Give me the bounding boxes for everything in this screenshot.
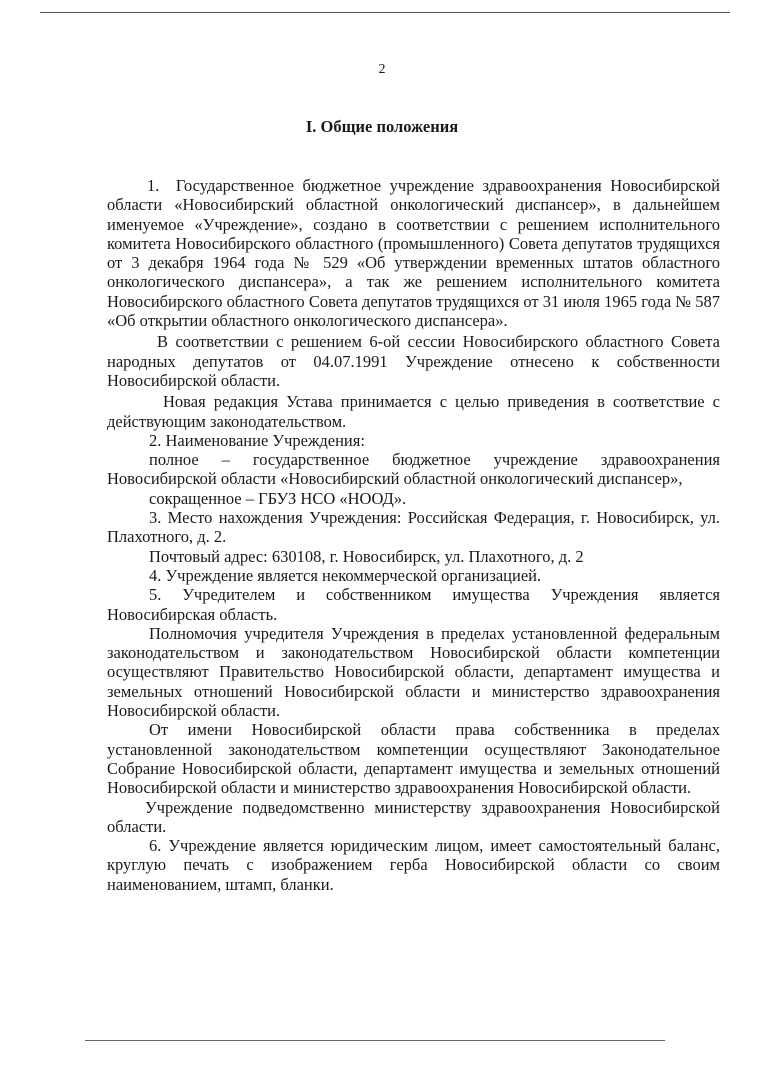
paragraph-3-location: 3. Место нахождения Учреждения: Российская Федерация, г. Новосибирск, ул. Плахотного, д. 2. (107, 508, 720, 547)
paragraph-5-founder: 5. Учредителем и собственником имущества Учреждения является Новосибирская область. (107, 585, 720, 624)
paragraph-short-name: сокращенное – ГБУЗ НСО «НООД». (149, 488, 407, 508)
section-heading: I. Общие положения (305, 117, 459, 136)
paragraph-new-edition: Новая редакция Устава принимается с целью приведения в соответствие с действующим законодательством. (107, 392, 720, 431)
paragraph-ownership: В соответствии с решением 6-ой сессии Новосибирского областного Совета народных депутатов от 04.07.1991 Учреждение отнесено к собственности Новосибирской области. (107, 332, 720, 390)
paragraph-4-noncommercial: 4. Учреждение является некоммерческой организацией. (149, 565, 542, 585)
paragraph-subordination: Учреждение подведомственно министерству здравоохранения Новосибирской области. (107, 797, 720, 836)
paragraph-full-name: полное – государственное бюджетное учреждение здравоохранения Новосибирской области «Новосибирский областной онкологический диспансер», (107, 450, 720, 489)
document-body (107, 176, 720, 894)
paragraph-6-legal-entity: 6. Учреждение является юридическим лицом, имеет самостоятельный баланс, круглую печать с изображением герба Новосибирской области со своим наименованием, штамп, бланки. (107, 836, 720, 894)
page-number: 2 (378, 62, 386, 77)
scan-edge-top (40, 12, 730, 13)
paragraph-2-name: 2. Наименование Учреждения: (149, 430, 365, 450)
scan-edge-bottom (85, 1040, 665, 1041)
paragraph-owner-rights: От имени Новосибирской области права собственника в пределах установленной законодательством компетенции осуществляют Законодательное Собрание Новосибирской области, департамент имущества и земельных отношений Новосибирской области и министерство здравоохранения Новосибирской области. (107, 720, 720, 798)
paragraph-postal-address: Почтовый адрес: 630108, г. Новосибирск, ул. Плахотного, д. 2 (149, 546, 584, 566)
paragraph-1: 1. Государственное бюджетное учреждение здравоохранения Новосибирской области «Новосибирский областной онкологический диспансер», в дальнейшем именуемое «Учреждение», создано в соответствии с решением исполнительного комитета Новосибирского областного (промышленного) Совета депутатов трудящихся от 3 декабря 1964 года № 529 «Об утверждении временных штатов областного онкологического диспансера», а так же решением исполнительного комитета Новосибирского областного Совета депутатов трудящихся от 31 июля 1965 года № 587 «Об открытии областного онкологического диспансера». (107, 176, 720, 331)
paragraph-founder-powers: Полномочия учредителя Учреждения в пределах установленной федеральным законодательством и законодательством Новосибирской области компетенции осуществляют Правительство Новосибирской области, департамент имущества и земельных отношений Новосибирской области и министерство здравоохранения Новосибирской области. (107, 623, 720, 721)
